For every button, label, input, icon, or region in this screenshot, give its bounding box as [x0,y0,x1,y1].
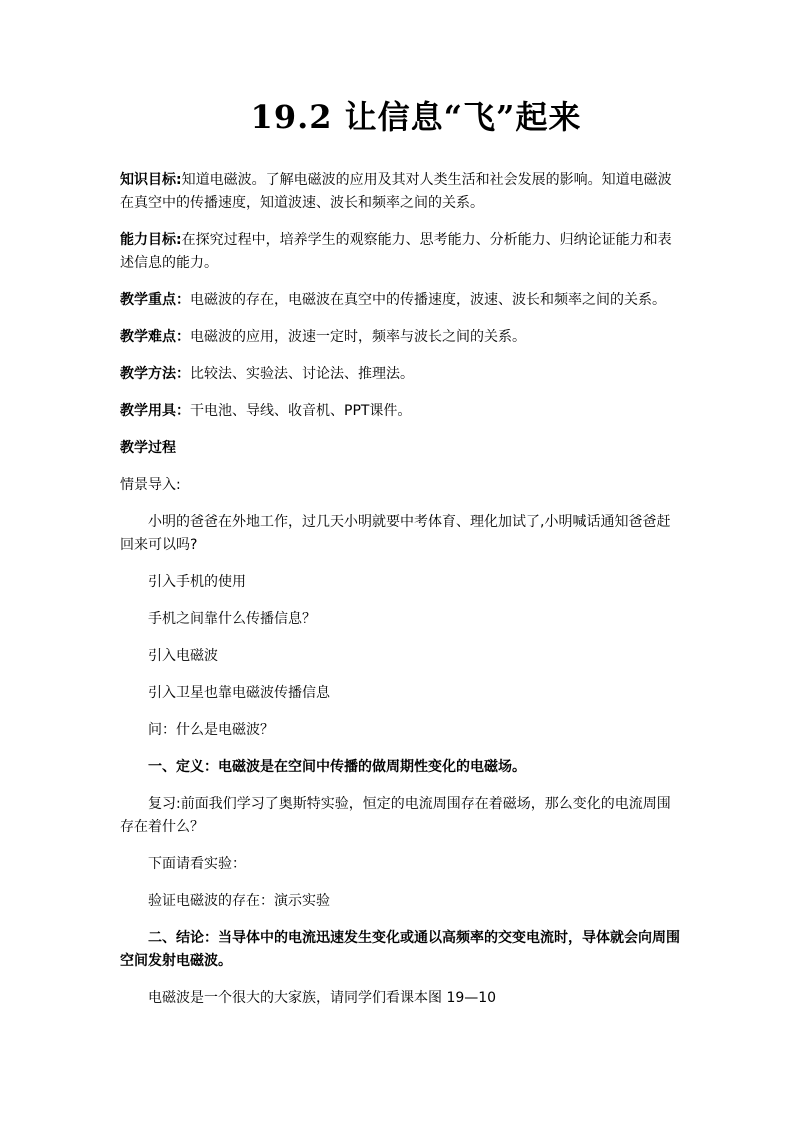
objective-text: 干电池、导线、收音机、PPT课件。 [190,403,412,420]
body-paragraph: 下面请看实验： [148,856,246,873]
objective-text: 知道电磁波。了解电磁波的应用及其对人类生活和社会发展的影响。知道电磁波在真空中的传播速度，知道波速、波长和频率之间的关系。 [120,172,672,212]
objective-text: 比较法、实验法、讨论法、推理法。 [190,366,414,383]
teaching-focus: 教学重点：电磁波的存在，电磁波在真空中的传播速度，波速、波长和频率之间的关系。 [120,292,666,309]
teaching-tools: 教学用具：干电池、导线、收音机、PPT课件。 [120,403,412,420]
objective-label: 教学重点 [120,292,176,309]
page-title: 19.2 让信息“飞”起来 [250,98,582,136]
objective-ability: 能力目标:在探究过程中，培养学生的观察能力、思考能力、分析能力、归纳论证能力和表述信息的能力。 [120,232,672,272]
body-paragraph: 验证电磁波的存在：演示实验 [148,893,330,910]
body-paragraph: 电磁波是一个很大的大家族，请同学们看课本图 19—10 [148,990,497,1007]
objective-label: 教学难点 [120,329,176,346]
teaching-method: 教学方法：比较法、实验法、讨论法、推理法。 [120,366,414,383]
objective-text: 电磁波的存在，电磁波在真空中的传播速度，波速、波长和频率之间的关系。 [190,292,666,309]
objective-label: 能力目标 [120,232,176,249]
objective-label: 教学方法 [120,366,176,383]
body-paragraph: 问：什么是电磁波？ [148,722,274,739]
body-paragraph: 引入电磁波 [148,648,218,665]
definition-paragraph: 一、定义：电磁波是在空间中传播的做周期性变化的电磁场。 [148,759,526,776]
objective-knowledge: 知识目标:知道电磁波。了解电磁波的应用及其对人类生活和社会发展的影响。知道电磁波在真空中的传播速度，知道波速、波长和频率之间的关系。 [120,172,672,212]
objectives-section [120,169,682,423]
body-section [120,511,682,1010]
body-paragraph: 手机之间靠什么传播信息？ [148,611,316,628]
body-paragraph: 复习:前面我们学习了奥斯特实验，恒定的电流周围存在着磁场，那么变化的电流周围存在着什么？ [120,796,671,836]
intro-heading: 情景导入: [120,477,181,494]
objective-label: 教学用具 [120,403,176,420]
objective-text: 电磁波的应用，波速一定时，频率与波长之间的关系。 [190,329,526,346]
teaching-difficulty: 教学难点：电磁波的应用，波速一定时，频率与波长之间的关系。 [120,329,526,346]
objective-text: 在探究过程中，培养学生的观察能力、思考能力、分析能力、归纳论证能力和表述信息的能力。 [120,232,672,272]
body-paragraph: 引入卫星也靠电磁波传播信息 [148,685,330,702]
body-paragraph: 引入手机的使用 [148,574,246,591]
process-heading: 教学过程 [120,440,176,457]
body-paragraph: 小明的爸爸在外地工作，过几天小明就要中考体育、理化加试了,小明喊话通知爸爸赶回来可以吗? [120,514,671,554]
objective-label: 知识目标 [120,172,176,189]
conclusion-paragraph: 二、结论：当导体中的电流迅速发生变化或通以高频率的交变电流时，导体就会向周围空间发射电磁波。 [120,930,680,970]
